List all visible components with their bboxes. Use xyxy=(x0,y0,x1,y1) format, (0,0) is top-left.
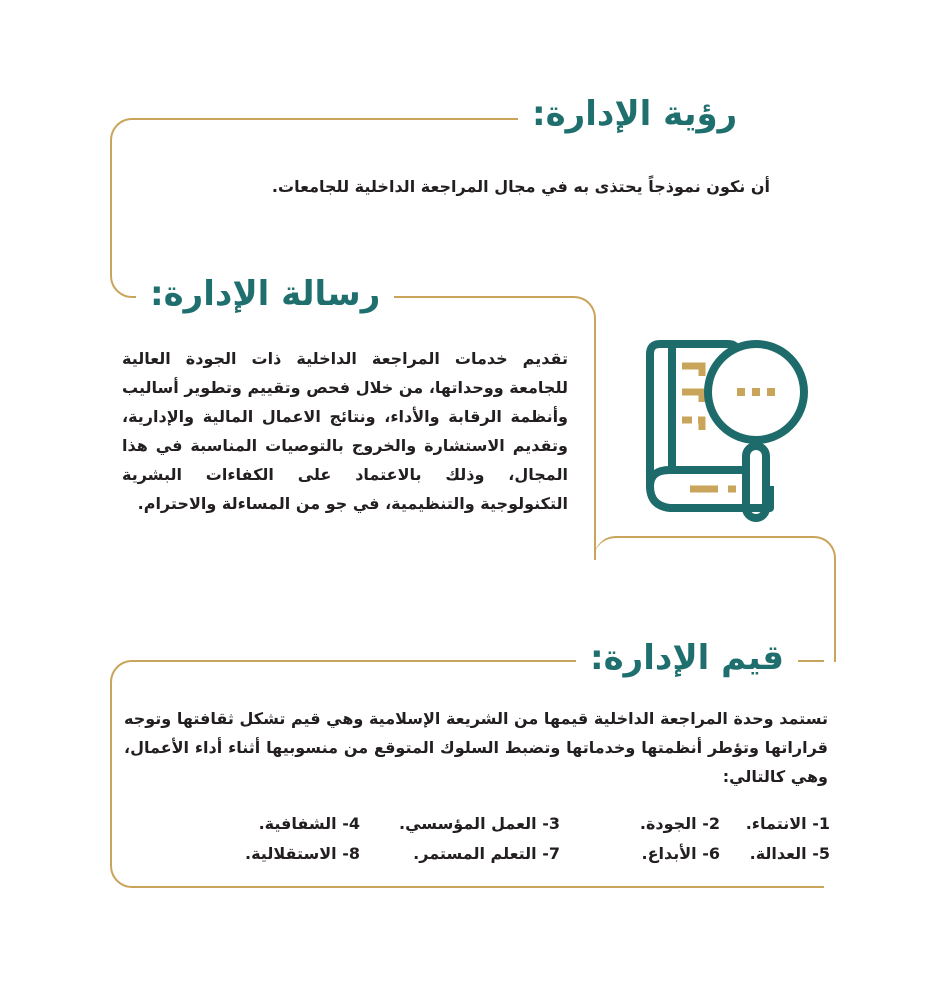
list-item: 4- الشفافية. xyxy=(258,814,360,833)
vision-heading: رؤية الإدارة: xyxy=(518,92,751,136)
list-item: 5- العدالة. xyxy=(749,844,830,863)
list-item: 1- الانتماء. xyxy=(745,814,830,833)
list-item: 3- العمل المؤسسي. xyxy=(399,814,560,833)
mission-heading: رسالة الإدارة: xyxy=(136,272,394,316)
list-item: 7- التعلم المستمر. xyxy=(413,844,560,863)
mission-text: تقديم خدمات المراجعة الداخلية ذات الجودة العالية للجامعة ووحداتها، من خلال فحص وتقييم وتطوير أساليب وأنظمة الرقابة والأداء، ونتائج الاعمال المالية والإدارية، وتقديم الاستشارة والخروج بالتوصيات المناسبة في هذا المجال، وذلك بالاعتماد على الكفاءات البشرية التكنولوجية والتنظيمية، في جو من المساءلة والاحترام. xyxy=(122,349,568,513)
values-list xyxy=(170,812,830,866)
values-heading: قيم الإدارة: xyxy=(576,636,798,680)
vision-frame xyxy=(110,118,532,298)
vision-text: أن نكون نموذجاً يحتذى به في مجال المراجعة الداخلية للجامعات. xyxy=(271,177,770,196)
values-text: تستمد وحدة المراجعة الداخلية قيمها من الشريعة الإسلامية وهي قيم تشكل ثقافتها وتوجه قراراتها وتؤطر أنظمتها وخدماتها وتضبط السلوك المتوقع من منسوبيها أثناء أداء الأعمال، وهي كالتالي: xyxy=(124,709,828,786)
list-item: 8- الاستقلالية. xyxy=(245,844,360,863)
book-magnifier-icon xyxy=(630,336,820,526)
list-item: 2- الجودة. xyxy=(639,814,720,833)
list-item: 6- الأبداع. xyxy=(641,844,720,863)
